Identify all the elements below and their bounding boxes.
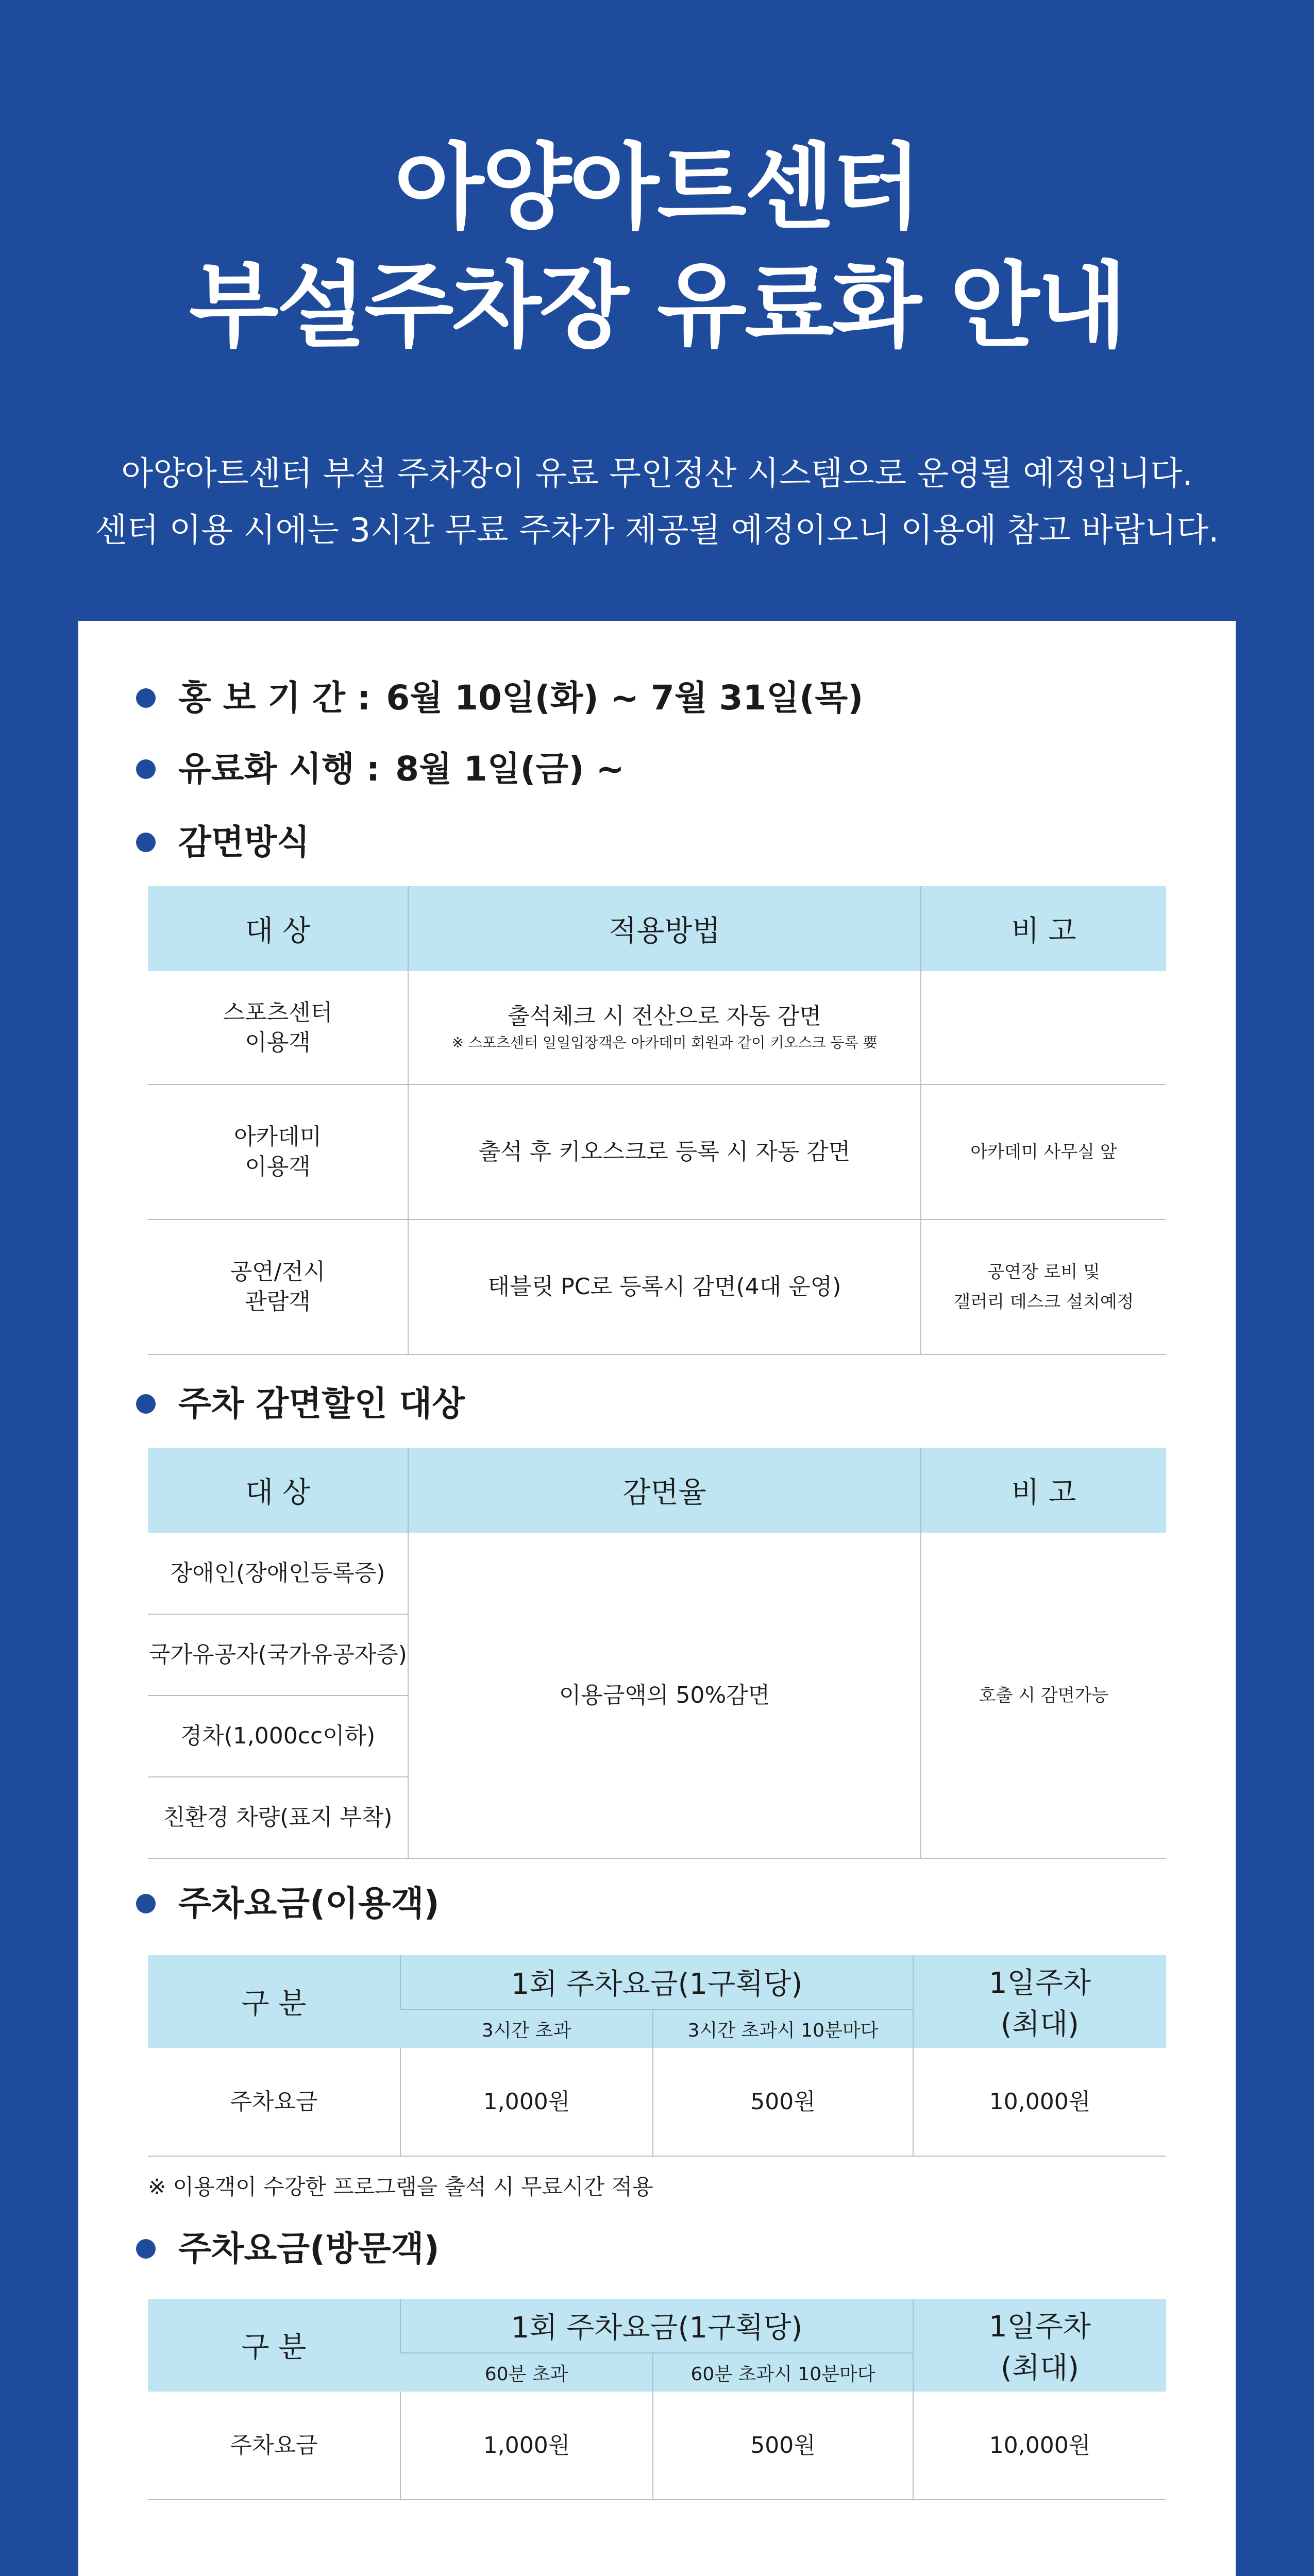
content-panel [78,621,1236,2576]
table-header-row [148,2299,1166,2353]
page-title [0,129,1314,366]
header-method: 적용방법 [408,886,921,971]
fee-user-table [148,1955,1166,2157]
bullet-icon [136,759,156,779]
header-target: 대 상 [148,1448,408,1533]
table-header-row [148,886,1166,971]
start-date [136,749,625,790]
method-note: ※ 스포츠센터 일일입장객은 아카데미 회원과 같이 키오스크 등록 要 [451,1033,878,1051]
intro-text [0,446,1314,559]
promo-value: 6월 10일(화) ~ 7월 31일(목) [386,678,864,718]
discount-rate: 이용금액의 50%감면 [408,1533,921,1858]
bullet-icon [136,1894,156,1913]
header-day: 1일주차 (최대) [913,2299,1166,2392]
header-once: 1회 주차요금(1구획당) [400,1955,913,2009]
header-day: 1일주차 (최대) [913,1955,1166,2048]
table-row: 국가유공자(국가유공자증) [148,1614,1166,1696]
table-row: 아카데미 이용객 출석 후 키오스크로 등록 시 자동 감면 아카데미 사무실 앞 [148,1084,1166,1219]
bullet-icon [136,2239,156,2259]
header-rate: 감면율 [408,1448,921,1533]
table-row: 경차(1,000cc이하) [148,1696,1166,1777]
table-row: 스포츠센터 이용객 출석체크 시 전산으로 자동 감면 ※ 스포츠센터 일일입장객은 아카데미 회원과 같이 키오스크 등록 要 [148,971,1166,1084]
promo-period [136,677,863,719]
discount-remark: 호출 시 감면가능 [921,1533,1166,1858]
subheader-1: 3시간 초과 [400,2009,653,2048]
promo-label: 홍 보 기 간 : [178,678,371,718]
subheader-2: 3시간 초과시 10분마다 [653,2009,913,2048]
bullet-icon [136,688,156,708]
header-target: 대 상 [148,886,408,971]
reduction-heading: 감면방식 [136,822,310,863]
start-value: 8월 1일(금) ~ [395,749,625,789]
start-label: 유료화 시행 : [178,749,380,789]
header-remark: 비 고 [921,1448,1166,1533]
header-remark: 비 고 [921,886,1166,971]
header-division: 구 분 [148,2299,400,2392]
fee-visitor-heading: 주차요금(방문객) [136,2228,440,2269]
table-row: 공연/전시 관람객 태블릿 PC로 등록시 감면(4대 운영) 공연장 로비 및 갤러리 데스크 설치예정 [148,1219,1166,1354]
subheader-1: 60분 초과 [400,2353,653,2392]
discount-heading: 주차 감면할인 대상 [136,1383,465,1425]
table-row: 주차요금 1,000원 500원 10,000원 [148,2048,1166,2156]
bullet-icon [136,833,156,852]
intro-line-2: 센터 이용 시에는 3시간 무료 주차가 제공될 예정이오니 이용에 참고 바랍니다. [95,512,1219,550]
reduction-table [148,886,1166,1355]
subheader-2: 60분 초과시 10분마다 [653,2353,913,2392]
intro-line-1: 아양아트센터 부설 주차장이 유료 무인정산 시스템으로 운영될 예정입니다. [121,455,1193,493]
table-header-row [148,1448,1166,1533]
table-header-row [148,1955,1166,2009]
table-row: 주차요금 1,000원 500원 10,000원 [148,2392,1166,2500]
fee-visitor-table [148,2299,1166,2500]
bullet-icon [136,1394,156,1414]
title-line-1: 아양아트센터 [394,134,920,242]
table-row: 친환경 차량(표지 부착) [148,1777,1166,1858]
header-division: 구 분 [148,1955,400,2048]
header-once: 1회 주차요금(1구획당) [400,2299,913,2353]
table-row: 장애인(장애인등록증) 이용금액의 50%감면 호출 시 감면가능 [148,1533,1166,1614]
fee-user-note: ※ 이용객이 수강한 프로그램을 출석 시 무료시간 적용 [148,2174,653,2199]
fee-user-heading: 주차요금(이용객) [136,1883,440,1924]
discount-table [148,1448,1166,1859]
title-line-2: 부설주차장 유료화 안내 [189,252,1125,360]
